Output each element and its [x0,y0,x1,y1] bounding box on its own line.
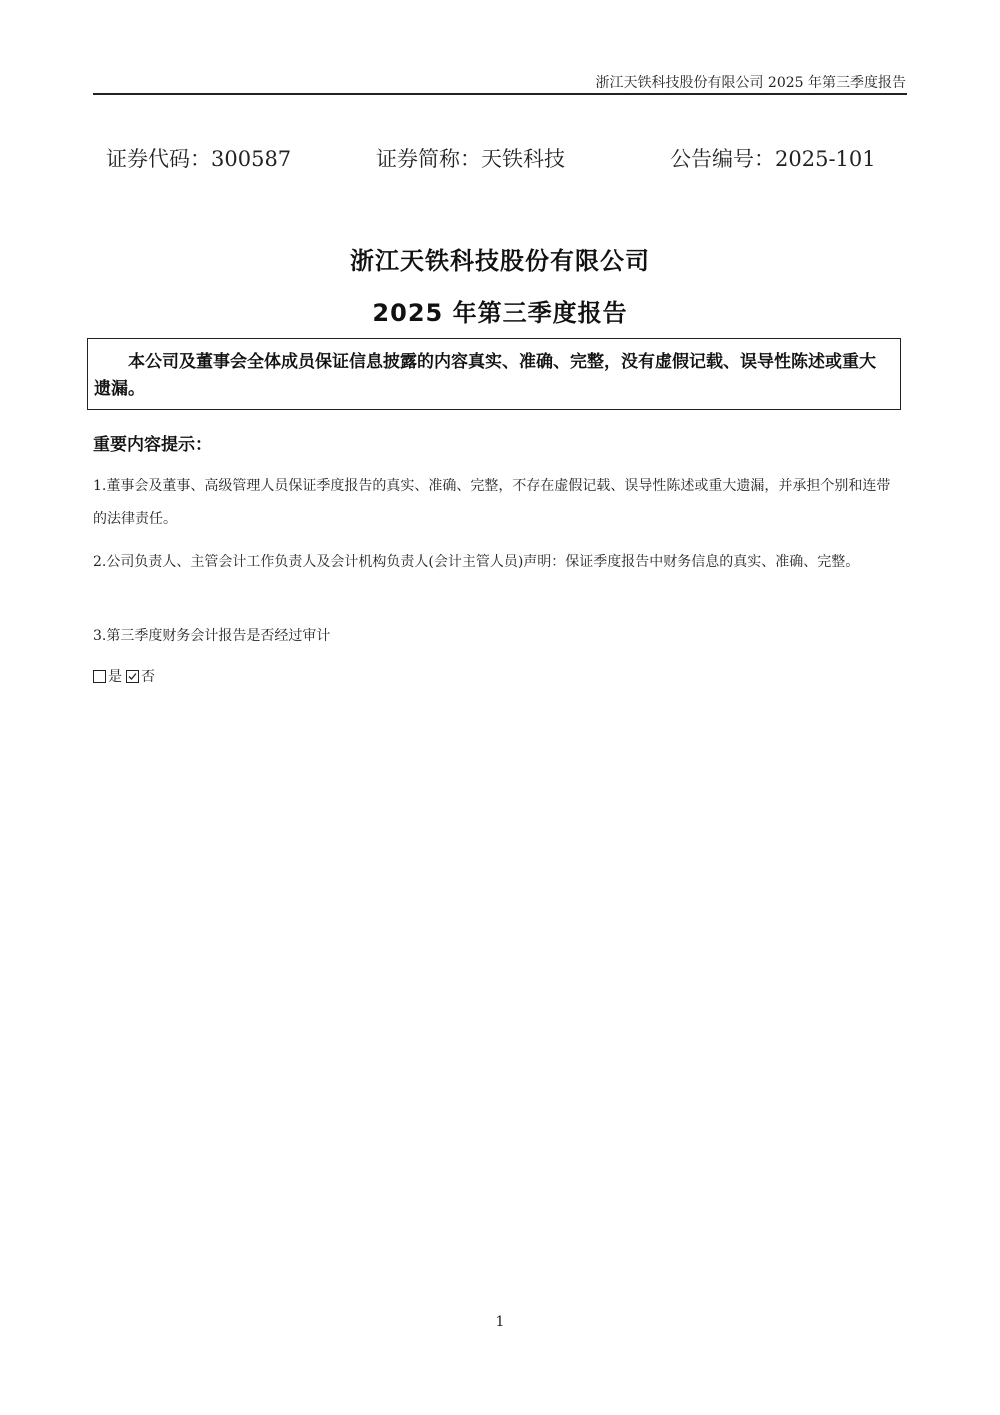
stock-code: 证券代码：300587 [106,147,292,171]
notice-box [87,338,901,410]
stock-abbreviation: 证券简称：天铁科技 [376,147,565,171]
report-title: 2025 年第三季度报告 [372,299,628,327]
page-number: 1 [495,1314,505,1330]
section-heading: 重要内容提示： [93,435,212,455]
option-yes [93,666,122,686]
notice-text: 本公司及董事会全体成员保证信息披露的内容真实、准确、完整，没有虚假记载、误导性陈述或重大遗漏。 [94,352,876,399]
notice-item-2: 2.公司负责人、主管会计工作负责人及会计机构负责人(会计主管人员)声明：保证季度报告中财务信息的真实、准确、完整。 [93,554,860,570]
option-yes-label: 是 [108,669,122,685]
checked-box-icon [126,670,139,683]
unchecked-box-icon [93,670,106,683]
option-no [126,666,155,686]
audit-options [93,666,155,686]
company-title: 浙江天铁科技股份有限公司 [350,247,650,275]
announcement-number: 公告编号：2025-101 [670,147,876,171]
option-no-label: 否 [141,669,155,685]
running-header: 浙江天铁科技股份有限公司 2025 年第三季度报告 [595,75,906,91]
notice-item-1: 1.董事会及董事、高级管理人员保证季度报告的真实、准确、完整，不存在虚假记载、误导性陈述或重大遗漏，并承担个别和连带的法律责任。 [93,478,891,527]
header-rule [93,93,907,95]
notice-item-3: 3.第三季度财务会计报告是否经过审计 [93,628,331,644]
